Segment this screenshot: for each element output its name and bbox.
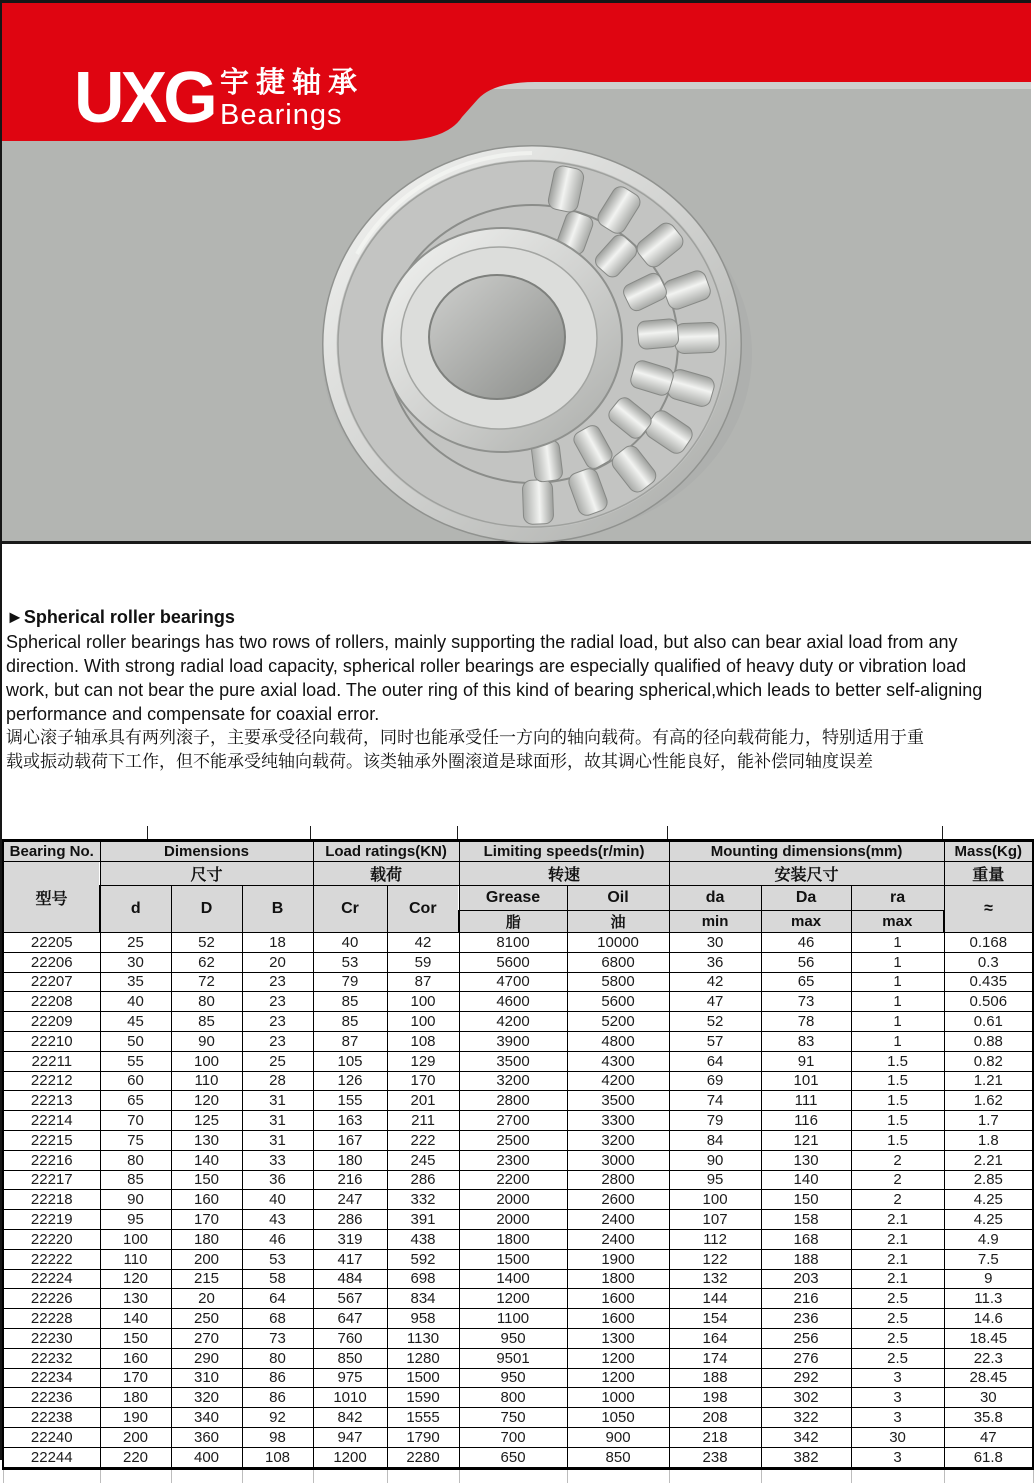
product-photo-panel xyxy=(2,82,1031,544)
col-Da-max: max xyxy=(761,911,851,933)
col-Cr: Cr xyxy=(313,886,387,933)
intro-heading: ►Spherical roller bearings xyxy=(6,607,235,627)
brand-name-chinese: 宇捷轴承 xyxy=(220,67,365,99)
table-row: 22206 30 62 20 53 59 5600 6800 36 56 1 0.3 xyxy=(3,952,1033,972)
col-ra-max: max xyxy=(851,911,944,933)
col-mass-approx: ≈ xyxy=(944,886,1033,933)
col-grease-cn: 脂 xyxy=(459,911,567,933)
table-row: 22222 110 200 53 417 592 1500 1900 122 188 2.1 7.5 xyxy=(3,1249,1033,1269)
col-oil: Oil xyxy=(567,886,669,911)
intro-paragraph-en: Spherical roller bearings has two rows of rollers, mainly supporting the radial load, but also can bear axial load from any direction. With strong radial load capacity, spherical roller bearings are especially qualified of heavy duty or vibration load work, but can not bear the pure axial load. The outer ring of this kind of bearing spherical,which leads to better self-aligning performance and compensate for coaxial error. xyxy=(6,632,983,724)
table-row: 22213 65 120 31 155 201 2800 3500 74 111 1.5 1.62 xyxy=(3,1091,1033,1111)
colgroup-load-cn: 载荷 xyxy=(313,862,459,886)
table-row: 22220 100 180 46 319 438 1800 2400 112 168 2.1 4.9 xyxy=(3,1229,1033,1249)
bearing-photo xyxy=(297,144,772,544)
table-header xyxy=(3,841,1033,933)
table-top-tick xyxy=(457,826,458,839)
col-Da: Da xyxy=(761,886,851,911)
table-top-tick xyxy=(310,826,311,839)
table-top-tick xyxy=(942,826,943,839)
spec-table xyxy=(2,839,1034,1483)
table-row: 22238 190 340 92 842 1555 750 1050 208 322 3 35.8 xyxy=(3,1408,1033,1428)
table-row: 22224 120 215 58 484 698 1400 1800 132 203 2.1 9 xyxy=(3,1269,1033,1289)
table-row: 22219 95 170 43 286 391 2000 2400 107 158 2.1 4.25 xyxy=(3,1210,1033,1230)
colgroup-dimensions-cn: 尺寸 xyxy=(100,862,313,886)
table-row: 22205 25 52 18 40 42 8100 10000 30 46 1 0.168 xyxy=(3,933,1033,953)
brand-logo: UXG xyxy=(74,56,214,138)
table-top-tick xyxy=(667,826,668,839)
table-row: 22211 55 100 25 105 129 3500 4300 64 91 1.5 0.82 xyxy=(3,1051,1033,1071)
table-row: 22244 220 400 108 1200 2280 650 850 238 382 3 61.8 xyxy=(3,1447,1033,1468)
col-mass-cn: 重量 xyxy=(944,862,1033,886)
col-d: d xyxy=(100,886,171,933)
table-body xyxy=(3,933,1033,1469)
table-row: 22207 35 72 23 79 87 4700 5800 42 65 1 0.435 xyxy=(3,972,1033,992)
colgroup-speeds-cn: 转速 xyxy=(459,862,669,886)
table-row: 22208 40 80 23 85 100 4600 5600 47 73 1 0.506 xyxy=(3,992,1033,1012)
col-D: D xyxy=(171,886,242,933)
table-row: 22232 160 290 80 850 1280 9501 1200 174 276 2.5 22.3 xyxy=(3,1348,1033,1368)
page-top-border xyxy=(0,0,1031,3)
table-row: 22212 60 110 28 126 170 3200 4200 69 101 1.5 1.21 xyxy=(3,1071,1033,1091)
col-ra: ra xyxy=(851,886,944,911)
table-row: 22214 70 125 31 163 211 2700 3300 79 116 1.5 1.7 xyxy=(3,1111,1033,1131)
table-row: 22216 80 140 33 180 245 2300 3000 90 130 2 2.21 xyxy=(3,1150,1033,1170)
col-B: B xyxy=(242,886,313,933)
colgroup-mounting-dimensions: Mounting dimensions(mm) xyxy=(669,841,944,862)
table-row: 22234 170 310 86 975 1500 950 1200 188 292 3 28.45 xyxy=(3,1368,1033,1388)
table-row: 22215 75 130 31 167 222 2500 3200 84 121 1.5 1.8 xyxy=(3,1130,1033,1150)
intro-paragraph-cn: 调心滚子轴承具有两列滚子，主要承受径向载荷，同时也能承受任一方向的轴向载荷。有高的径向载荷能力，特别适用于重 载或振动载荷下工作，但不能承受纯轴向载荷。该类轴承外圈滚道是球面形，故其调心性能良好，能补偿同轴度误差 xyxy=(6,728,924,771)
col-oil-cn: 油 xyxy=(567,911,669,933)
table-row: 22226 130 20 64 567 834 1200 1600 144 216 2.5 11.3 xyxy=(3,1289,1033,1309)
colgroup-limiting-speeds: Limiting speeds(r/min) xyxy=(459,841,669,862)
brand-name-english: Bearings xyxy=(220,99,343,131)
table-row: 22218 90 160 40 247 332 2000 2600 100 150 2 4.25 xyxy=(3,1190,1033,1210)
table-row: 22230 150 270 73 760 1130 950 1300 164 256 2.5 18.45 xyxy=(3,1328,1033,1348)
col-bearing-no-cn: 型号 xyxy=(3,862,100,933)
col-mass: Mass(Kg) xyxy=(944,841,1033,862)
col-da: da xyxy=(669,886,761,911)
table-row: 22217 85 150 36 216 286 2200 2800 95 140 2 2.85 xyxy=(3,1170,1033,1190)
table-row: 22209 45 85 23 85 100 4200 5200 52 78 1 0.61 xyxy=(3,1012,1033,1032)
table-row: 22236 180 320 86 1010 1590 800 1000 198 302 3 30 xyxy=(3,1388,1033,1408)
table-row: 22228 140 250 68 647 958 1100 1600 154 236 2.5 14.6 xyxy=(3,1309,1033,1329)
col-da-min: min xyxy=(669,911,761,933)
col-Cor: Cor xyxy=(387,886,459,933)
colgroup-load-ratings: Load ratings(KN) xyxy=(313,841,459,862)
col-bearing-no: Bearing No. xyxy=(3,841,100,862)
table-top-tick xyxy=(147,826,148,839)
colgroup-dimensions: Dimensions xyxy=(100,841,313,862)
intro-section xyxy=(6,604,1030,774)
empty-row xyxy=(3,1468,1033,1483)
table-row: 22240 200 360 98 947 1790 700 900 218 342 30 47 xyxy=(3,1427,1033,1447)
colgroup-mounting-cn: 安装尺寸 xyxy=(669,862,944,886)
table-row: 22210 50 90 23 87 108 3900 4800 57 83 1 0.88 xyxy=(3,1031,1033,1051)
col-grease: Grease xyxy=(459,886,567,911)
